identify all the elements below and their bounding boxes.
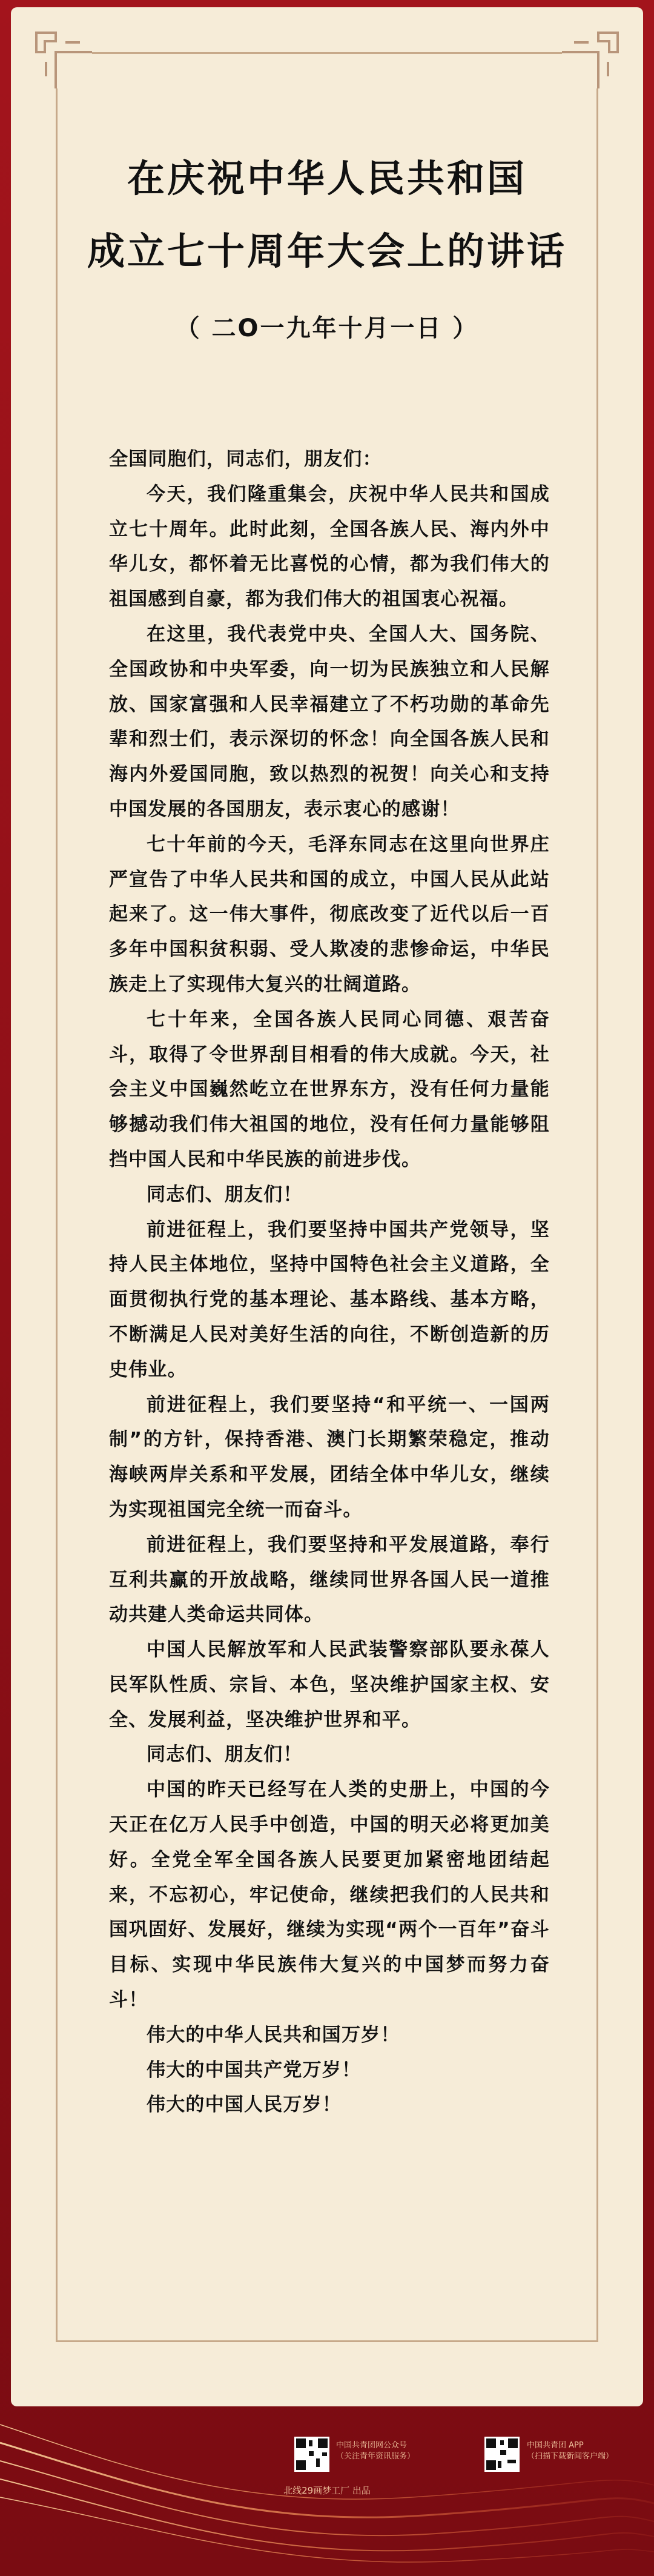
speech-body	[109, 442, 550, 2123]
paragraph: 同志们、朋友们！	[147, 1183, 303, 1206]
qr-code-icon	[294, 2437, 329, 2472]
paragraph: 同志们、朋友们！	[147, 1744, 303, 1766]
qr-caption-1-line-2: （关注青年资讯服务）	[336, 2452, 415, 2461]
paragraph: 在这里，我代表党中央、全国人大、国务院、全国政协和中央军委，向一切为民族独立和人民解放、国家富强和人民幸福建立了不朽功勋的革命先辈和烈士们，表示深切的怀念！向全国各族人民和海内外爱国同胞，致以热烈的祝贺！向关心和支持中国发展的各国朋友，表示衷心的感谢！	[109, 623, 550, 820]
qr-code-icon	[484, 2437, 520, 2472]
paragraph: 前进征程上，我们要坚持“和平统一、一国两制”的方针，保持香港、澳门长期繁荣稳定，推动海峡两岸关系和平发展，团结全体中华儿女，继续为实现祖国完全统一而奋斗。	[109, 1393, 550, 1521]
speech-date: （ 二O一九年十月一日 ）	[175, 314, 479, 342]
paragraph: 七十年前的今天，毛泽东同志在这里向世界庄严宣告了中华人民共和国的成立，中国人民从此站起来了。这一伟大事件，彻底改变了近代以后一百多年中国积贫积弱、受人欺凌的悲惨命运，中华民族走上了实现伟大复兴的壮阔道路。	[109, 833, 550, 995]
qr-caption-2	[527, 2440, 613, 2462]
frame-bottom-line	[56, 2340, 598, 2342]
paragraph: 中国的昨天已经写在人类的史册上，中国的今天正在亿万人民手中创造，中国的明天必将更加美好。全党全军全国各族人民要更加紧密地团结起来，不忘初心，牢记使命，继续把我们的人民共和国巩固好、发展好，继续为实现“两个一百年”奋斗目标、实现中华民族伟大复兴的中国梦而努力奋斗！	[109, 1779, 550, 2011]
qr-caption-1-line-1: 中国共青团网公众号	[336, 2441, 408, 2450]
frame-top-line	[92, 52, 562, 54]
title-line-2: 成立七十周年大会上的讲话	[87, 229, 567, 273]
credit-text: 北线29画梦工厂 出品	[283, 2485, 371, 2496]
frame-left-line	[56, 88, 58, 2342]
paragraph: 伟大的中国共产党万岁！	[147, 2059, 362, 2081]
paragraph: 前进征程上，我们要坚持中国共产党领导，坚持人民主体地位，坚持中国特色社会主义道路，全面贯彻执行党的基本理论、基本路线、基本方略，不断满足人民对美好生活的向往，不断创造新的历史伟业。	[109, 1218, 550, 1381]
paragraph: 今天，我们隆重集会，庆祝中华人民共和国成立七十周年。此时此刻，全国各族人民、海内外中华儿女，都怀着无比喜悦的心情，都为我们伟大的祖国感到自豪，都为我们伟大的祖国衷心祝福。	[109, 483, 550, 611]
corner-ornament-top-right-icon	[556, 28, 623, 95]
qr-caption-1	[336, 2440, 415, 2462]
paragraph: 中国人民解放军和人民武装警察部队要永葆人民军队性质、宗旨、本色，坚决维护国家主权、安全、发展利益，坚决维护世界和平。	[109, 1639, 550, 1731]
title-line-1: 在庆祝中华人民共和国	[127, 156, 527, 201]
paragraph: 伟大的中华人民共和国万岁！	[147, 2023, 400, 2046]
qr-caption-2-line-2: （扫描下载新闻客户端）	[527, 2452, 614, 2461]
paragraph: 七十年来，全国各族人民同心同德、艰苦奋斗，取得了令世界刮目相看的伟大成就。今天，社会主义中国巍然屹立在世界东方，没有任何力量能够撼动我们伟大祖国的地位，没有任何力量能够阻挡中国人民和中华民族的前进步伐。	[109, 1008, 550, 1170]
paragraph: 伟大的中国人民万岁！	[147, 2094, 342, 2116]
frame-right-line	[596, 88, 598, 2342]
paragraph: 前进征程上，我们要坚持和平发展道路，奉行互利共赢的开放战略，继续同世界各国人民一道推动共建人类命运共同体。	[109, 1533, 550, 1626]
greeting: 全国同胞们，同志们，朋友们：	[109, 448, 382, 470]
footer	[0, 2406, 654, 2576]
qr-caption-2-line-1: 中国共青团 APP	[527, 2441, 584, 2450]
corner-ornament-top-left-icon	[31, 28, 98, 95]
